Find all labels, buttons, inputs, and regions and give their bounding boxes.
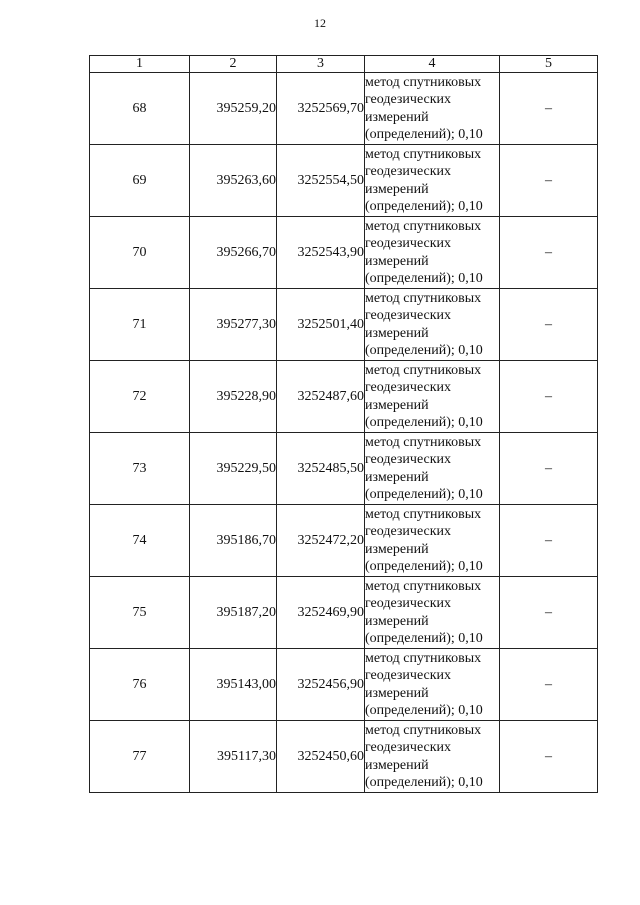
coordinate-y: 3252450,60 (277, 721, 365, 793)
header-cell-2: 2 (190, 56, 277, 73)
note-cell: – (500, 505, 598, 577)
note-cell: – (500, 649, 598, 721)
point-number: 72 (90, 361, 190, 433)
coordinate-y: 3252543,90 (277, 217, 365, 289)
table-row (90, 145, 598, 217)
coordinate-y: 3252456,90 (277, 649, 365, 721)
method-line: измерений (365, 109, 429, 125)
header-cell-3: 3 (277, 56, 365, 73)
note-cell: – (500, 73, 598, 145)
method-line: метод спутниковых (365, 722, 482, 738)
table-row (90, 721, 598, 793)
method-cell (365, 649, 500, 721)
note-cell: – (500, 145, 598, 217)
method-line: геодезических (365, 236, 452, 251)
coordinate-y: 3252501,40 (277, 289, 365, 361)
table-row (90, 577, 598, 649)
coordinates-table (89, 55, 598, 793)
coordinate-x: 395266,70 (190, 217, 277, 289)
method-line: геодезических (365, 668, 452, 683)
table-row (90, 361, 598, 433)
method-line: метод спутниковых (365, 146, 482, 162)
coordinate-x: 395277,30 (190, 289, 277, 361)
page-number: 12 (314, 16, 326, 30)
method-line: (определений); 0,10 (365, 487, 483, 502)
method-line: измерений (365, 469, 429, 485)
method-cell (365, 721, 500, 793)
coordinate-x: 395228,90 (190, 361, 277, 433)
method-line: геодезических (365, 308, 452, 323)
method-line: измерений (365, 253, 429, 269)
method-line: геодезических (365, 524, 452, 539)
note-cell: – (500, 361, 598, 433)
point-number: 71 (90, 289, 190, 361)
point-number: 73 (90, 433, 190, 505)
note-cell: – (500, 289, 598, 361)
point-number: 75 (90, 577, 190, 649)
method-line: измерений (365, 397, 429, 413)
method-line: геодезических (365, 164, 452, 179)
method-line: геодезических (365, 740, 452, 755)
method-line: (определений); 0,10 (365, 559, 483, 574)
method-line: метод спутниковых (365, 650, 482, 666)
method-line: измерений (365, 541, 429, 557)
coordinate-y: 3252569,70 (277, 73, 365, 145)
method-line: (определений); 0,10 (365, 343, 483, 358)
method-line: (определений); 0,10 (365, 127, 483, 142)
method-cell (365, 73, 500, 145)
method-line: метод спутниковых (365, 218, 482, 234)
point-number: 70 (90, 217, 190, 289)
method-cell (365, 577, 500, 649)
method-line: измерений (365, 757, 429, 773)
header-cell-4: 4 (365, 56, 500, 73)
point-number: 77 (90, 721, 190, 793)
method-cell (365, 289, 500, 361)
point-number: 76 (90, 649, 190, 721)
method-line: метод спутниковых (365, 362, 482, 378)
coordinate-x: 395229,50 (190, 433, 277, 505)
coordinate-x: 395186,70 (190, 505, 277, 577)
method-line: геодезических (365, 380, 452, 395)
point-number: 69 (90, 145, 190, 217)
method-line: (определений); 0,10 (365, 631, 483, 646)
method-line: (определений); 0,10 (365, 775, 483, 790)
method-line: метод спутниковых (365, 578, 482, 594)
method-cell (365, 505, 500, 577)
point-number: 74 (90, 505, 190, 577)
method-line: метод спутниковых (365, 290, 482, 306)
method-cell (365, 217, 500, 289)
header-cell-5: 5 (500, 56, 598, 73)
table-row (90, 217, 598, 289)
method-line: (определений); 0,10 (365, 703, 483, 718)
coordinate-y: 3252485,50 (277, 433, 365, 505)
method-line: (определений); 0,10 (365, 271, 483, 286)
method-line: метод спутниковых (365, 434, 482, 450)
coordinate-y: 3252472,20 (277, 505, 365, 577)
coordinate-y: 3252554,50 (277, 145, 365, 217)
point-number: 68 (90, 73, 190, 145)
coordinate-x: 395117,30 (190, 721, 277, 793)
method-line: метод спутниковых (365, 74, 482, 90)
table-header-row (90, 56, 598, 73)
method-line: измерений (365, 685, 429, 701)
table-row (90, 433, 598, 505)
method-line: измерений (365, 181, 429, 197)
method-line: метод спутниковых (365, 506, 482, 522)
method-cell (365, 361, 500, 433)
method-cell (365, 145, 500, 217)
table-row (90, 73, 598, 145)
method-line: (определений); 0,10 (365, 199, 483, 214)
table-row (90, 289, 598, 361)
note-cell: – (500, 577, 598, 649)
method-line: измерений (365, 613, 429, 629)
coordinate-x: 395187,20 (190, 577, 277, 649)
method-line: (определений); 0,10 (365, 415, 483, 430)
method-line: геодезических (365, 596, 452, 611)
method-line: геодезических (365, 452, 452, 467)
method-line: измерений (365, 325, 429, 341)
method-cell (365, 433, 500, 505)
method-line: геодезических (365, 92, 452, 107)
note-cell: – (500, 433, 598, 505)
table-row (90, 505, 598, 577)
coordinate-x: 395143,00 (190, 649, 277, 721)
note-cell: – (500, 217, 598, 289)
coordinate-x: 395259,20 (190, 73, 277, 145)
coordinate-x: 395263,60 (190, 145, 277, 217)
table-row (90, 649, 598, 721)
coordinate-y: 3252469,90 (277, 577, 365, 649)
note-cell: – (500, 721, 598, 793)
coordinate-y: 3252487,60 (277, 361, 365, 433)
header-cell-1: 1 (90, 56, 190, 73)
